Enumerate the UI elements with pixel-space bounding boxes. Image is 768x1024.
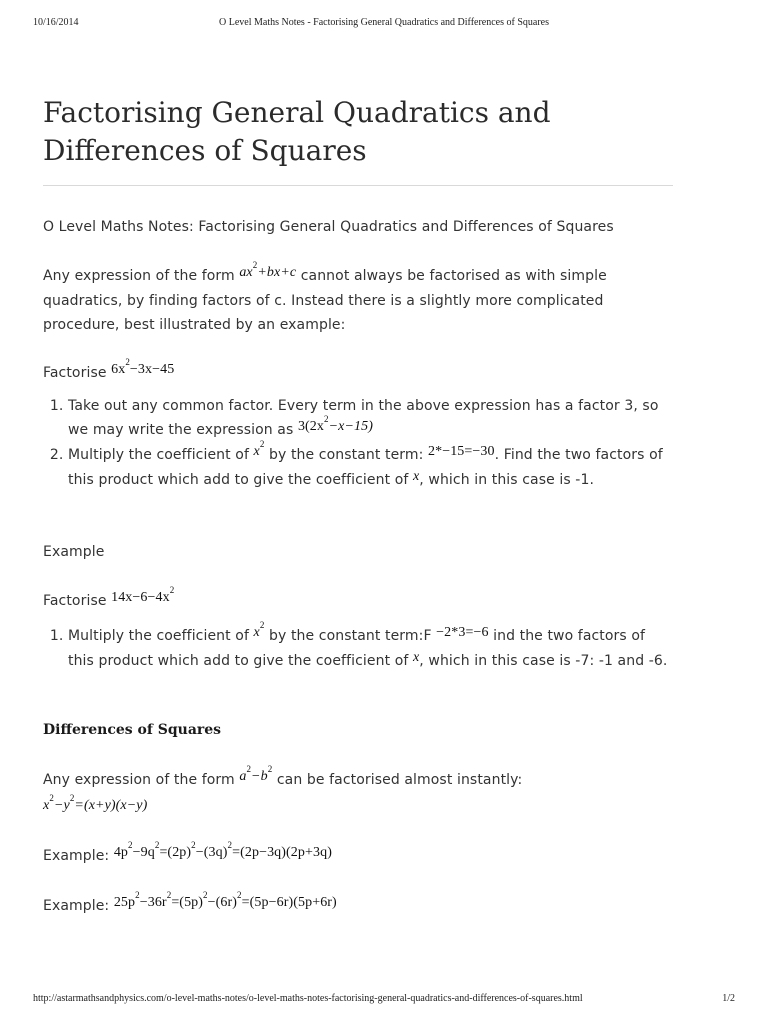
example-label: Example: — [43, 848, 114, 864]
math-ax: ax — [239, 265, 253, 280]
step-text-b: by the constant term:F — [264, 628, 437, 644]
math-x: x — [412, 469, 420, 484]
example2-math — [113, 890, 337, 910]
print-footer — [0, 993, 768, 1007]
title-line-2: Differences of Squares — [43, 134, 367, 167]
math-6x: 6x — [111, 362, 126, 377]
dos-form-math — [239, 764, 273, 784]
dos-identity — [43, 793, 148, 813]
print-header — [0, 17, 768, 31]
math-factors: =(5p−6r)(5p+6r) — [241, 895, 337, 910]
math-x: x — [412, 650, 420, 665]
step-text-a: Multiply the coefficient of — [68, 628, 254, 644]
sq-exponent: 2 — [169, 585, 175, 596]
factorise-label: Factorise — [43, 593, 112, 609]
math-9q: −9q — [132, 845, 155, 860]
math-25p: 25p — [113, 895, 136, 910]
print-date: 10/16/2014 — [33, 17, 79, 28]
sq-exponent: 2 — [246, 764, 252, 775]
dos-text-a: Any expression of the form — [43, 772, 240, 788]
step2-math-product: 2*−15=−30 — [428, 444, 495, 459]
math-factors: =(x+y)(x−y) — [74, 798, 148, 813]
dos-example-1 — [43, 840, 673, 869]
sq-exponent: 2 — [267, 764, 273, 775]
list-item — [68, 394, 673, 443]
factorise-example-2 — [43, 585, 673, 614]
step-text-d: , which in this case is -7: -1 and -6. — [419, 653, 668, 669]
step2-math-x2 — [253, 439, 265, 459]
sq-exponent: 2 — [49, 793, 54, 804]
step-text-c: ind the two factors of this product which add to give the coefficient of — [68, 628, 646, 669]
section-heading: Differences of Squares — [43, 722, 222, 738]
sq-exponent: 2 — [125, 357, 130, 368]
sq-exponent: 2 — [227, 840, 233, 851]
print-page-title: O Level Maths Notes - Factorising General Quadratics and Differences of Squares — [219, 17, 549, 28]
ordered-list — [43, 394, 673, 493]
factorise2-math — [111, 585, 175, 605]
step-math-product: −2*3=−6 — [436, 625, 489, 640]
sq-exponent: 2 — [154, 840, 160, 851]
example-label: Example: — [43, 898, 114, 914]
general-form-paragraph — [43, 260, 673, 337]
dos-text-b: can be factorised almost instantly: — [272, 772, 523, 788]
step-math-x — [413, 650, 419, 665]
example1-math — [113, 840, 332, 860]
math-3x-45: −3x−45 — [129, 362, 175, 377]
factorise-label: Factorise — [43, 365, 112, 381]
sq-exponent: 2 — [203, 890, 208, 901]
math-b: −b — [251, 769, 268, 784]
intro-text: O Level Maths Notes: Factorising General Quadratics and Differences of Squares — [43, 219, 614, 235]
ordered-list — [43, 620, 673, 674]
page-title — [43, 94, 673, 170]
steps-list-1 — [43, 394, 673, 493]
math-4p: 4p — [113, 845, 129, 860]
math-x: x — [253, 444, 260, 459]
math-6r: −(6r) — [207, 895, 238, 910]
sq-exponent: 2 — [237, 890, 242, 901]
step2-text-c: . Find the two factors of this product which add to give the coefficient of — [68, 447, 663, 488]
general-form-math — [239, 260, 297, 280]
factorise1-math — [111, 357, 175, 377]
sq-exponent: 2 — [252, 260, 258, 271]
math-14x-6-4x: 14x−6−4x — [111, 590, 170, 605]
math-y: −y — [53, 798, 70, 813]
sq-exponent: 2 — [166, 890, 172, 901]
sq-exponent: 2 — [259, 439, 265, 450]
para1-text-b: cannot always be factorised as with simple quadratics, by finding factors of c. Instead there is a slightly more complicated procedure, best illustrated by an example: — [43, 268, 607, 333]
sq-exponent: 2 — [324, 414, 329, 425]
example-label: Example — [43, 544, 105, 560]
sq-exponent: 2 — [135, 890, 140, 901]
sq-exponent: 2 — [69, 793, 75, 804]
math-2p: =(2p) — [159, 845, 192, 860]
sq-exponent: 2 — [191, 840, 196, 851]
step2-text-a: Multiply the coefficient of — [68, 447, 254, 463]
dos-example-2 — [43, 890, 673, 919]
para1-text-a: Any expression of the form — [43, 268, 240, 284]
intro-paragraph — [43, 215, 673, 239]
math-3-2x: 3(2x — [297, 419, 324, 434]
title-line-1: Factorising General Quadratics and — [43, 96, 551, 129]
math-x: x — [43, 798, 50, 813]
math-x-15: −x−15) — [328, 419, 373, 434]
list-item — [68, 439, 673, 493]
math-3q: −(3q) — [195, 845, 228, 860]
math-bx-c: +bx+c — [257, 265, 297, 280]
step1-math — [297, 414, 373, 434]
sq-exponent: 2 — [259, 620, 265, 631]
step2-text-b: by the constant term: — [264, 447, 429, 463]
article — [43, 94, 673, 914]
list-item — [68, 620, 673, 674]
example-heading — [43, 540, 673, 564]
print-url: http://astarmathsandphysics.com/o-level-maths-notes/o-level-maths-notes-factorising-general-quadratics-and-differences-of-squares.html — [33, 993, 583, 1004]
steps-list-2 — [43, 620, 673, 674]
math-a: a — [239, 769, 247, 784]
dos-heading-block — [43, 719, 673, 741]
dos-paragraph — [43, 764, 673, 818]
factorise-example-1 — [43, 357, 673, 386]
math-5p: =(5p) — [171, 895, 204, 910]
math-factors: =(2p−3q)(2p+3q) — [232, 845, 332, 860]
title-divider — [43, 185, 673, 186]
step-math-x2 — [253, 620, 265, 640]
math-36r: −36r — [139, 895, 167, 910]
math-x: x — [253, 625, 260, 640]
step1-text: Take out any common factor. Every term in the above expression has a factor 3, so we may write the expression as — [68, 398, 659, 438]
sq-exponent: 2 — [128, 840, 133, 851]
step2-math-x — [413, 469, 419, 484]
page-number: 1/2 — [722, 993, 735, 1004]
step2-text-d: , which in this case is -1. — [419, 472, 595, 488]
